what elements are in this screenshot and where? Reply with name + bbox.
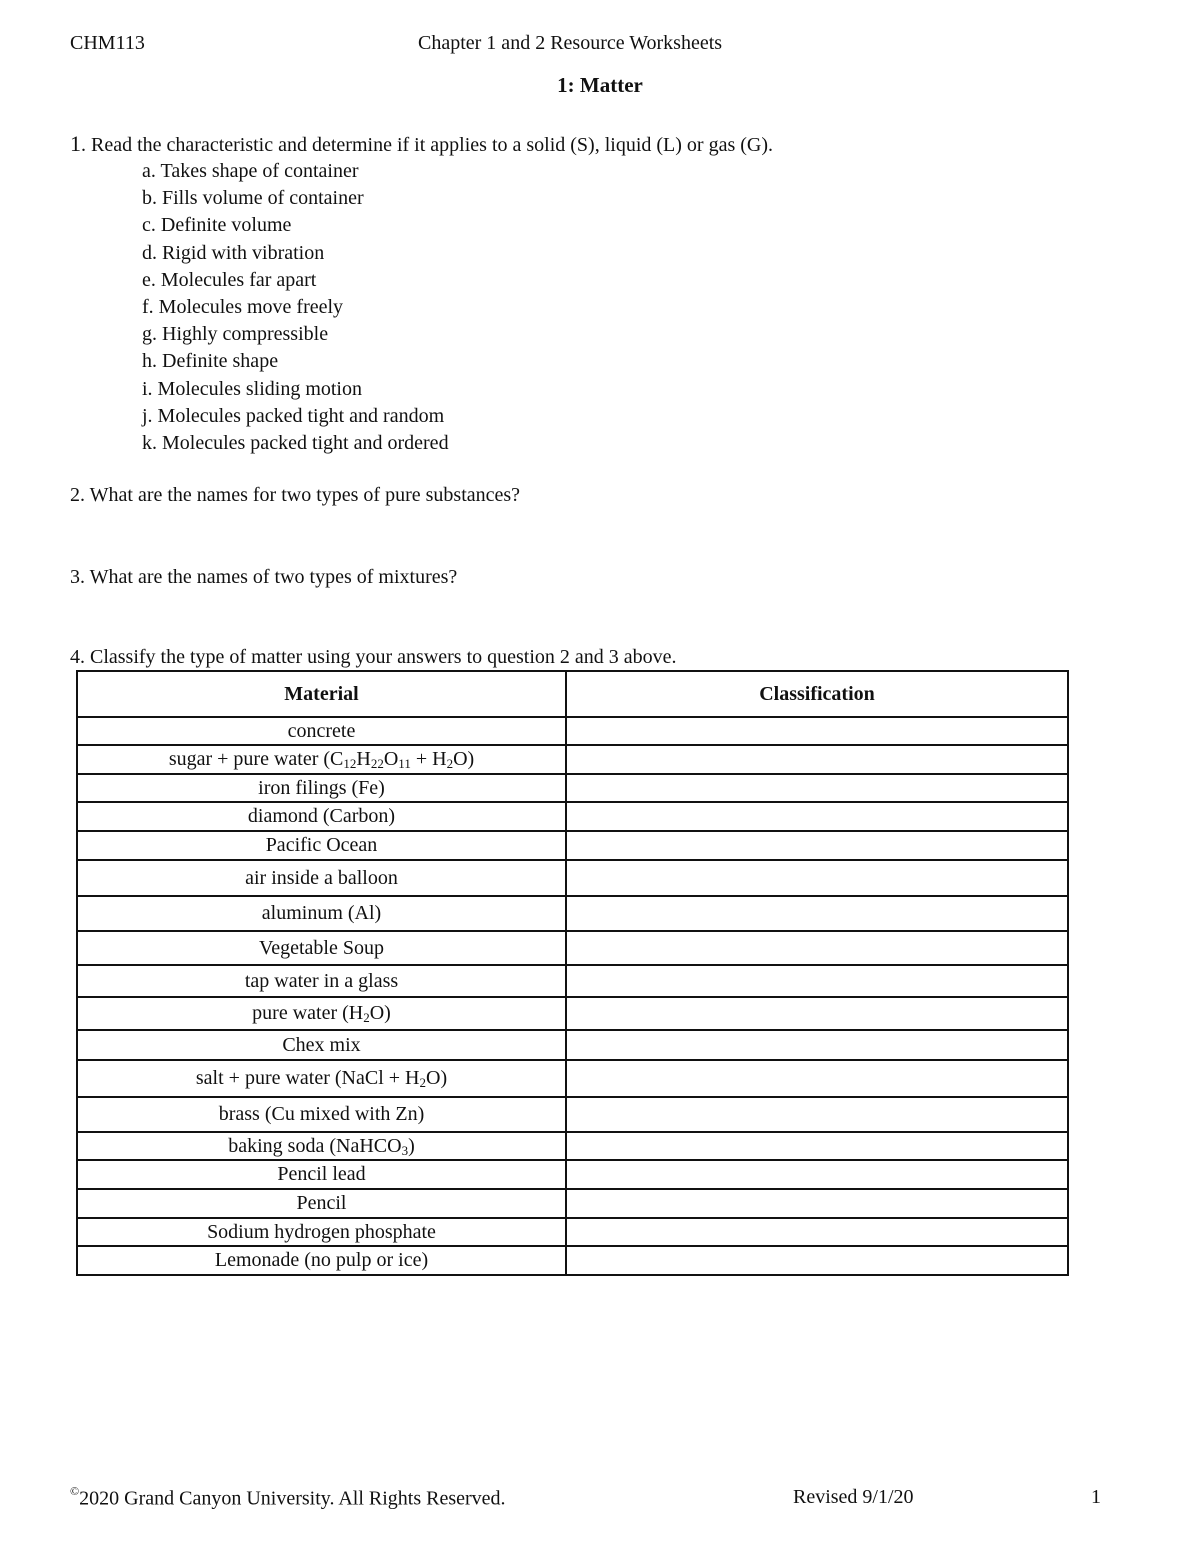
column-header-classification: Classification <box>566 671 1068 717</box>
classification-cell[interactable] <box>566 1218 1068 1246</box>
classification-cell[interactable] <box>566 860 1068 896</box>
classification-cell[interactable] <box>566 1246 1068 1275</box>
copyright-notice <box>70 1486 506 1511</box>
question-1-number: 1 <box>70 131 81 156</box>
material-cell <box>77 1160 566 1189</box>
table-row <box>77 1246 1068 1275</box>
document-title: Chapter 1 and 2 Resource Worksheets <box>418 32 723 54</box>
subscript: 11 <box>398 756 411 771</box>
classification-cell[interactable] <box>566 997 1068 1030</box>
material-text: Vegetable Soup <box>259 936 384 959</box>
material-text: iron filings (Fe) <box>258 776 385 799</box>
material-text: concrete <box>287 719 356 742</box>
material-cell <box>77 717 566 745</box>
classification-cell[interactable] <box>566 831 1068 860</box>
classification-cell[interactable] <box>566 965 1068 997</box>
characteristic-item: k. Molecules packed tight and ordered <box>142 432 449 455</box>
table-row <box>77 1160 1068 1189</box>
table-row <box>77 931 1068 965</box>
table-row <box>77 802 1068 831</box>
table-row <box>77 1218 1068 1246</box>
characteristic-item: f. Molecules move freely <box>142 296 344 319</box>
subscript: 2 <box>419 1075 426 1090</box>
page-number: 1 <box>1091 1486 1101 1508</box>
revised-date: Revised 9/1/20 <box>793 1486 914 1508</box>
material-text: diamond (Carbon) <box>247 805 396 827</box>
course-code: CHM113 <box>70 32 145 54</box>
table-row <box>77 997 1068 1030</box>
material-cell <box>77 745 566 774</box>
material-text: Pencil lead <box>277 1163 366 1185</box>
classification-cell[interactable] <box>566 1160 1068 1189</box>
material-cell <box>77 802 566 831</box>
material-text: baking soda (NaHCO <box>228 1134 402 1157</box>
material-text: O) <box>426 1067 448 1089</box>
subscript: 2 <box>446 756 454 771</box>
material-text: O) <box>369 1002 391 1024</box>
material-text: Chex mix <box>282 1033 361 1056</box>
classification-table <box>76 670 1069 1276</box>
material-text: ) <box>408 1134 415 1157</box>
material-text: Sodium hydrogen phosphate <box>207 1220 436 1243</box>
table-row <box>77 965 1068 997</box>
classification-cell[interactable] <box>566 1060 1068 1097</box>
material-text: pure water (H <box>252 1002 364 1024</box>
classification-cell[interactable] <box>566 896 1068 931</box>
material-text: O) <box>453 748 475 770</box>
material-text: salt + pure water (NaCl + H <box>195 1067 420 1089</box>
characteristic-item: d. Rigid with vibration <box>142 241 325 264</box>
table-row <box>77 1097 1068 1132</box>
material-cell <box>77 1132 566 1160</box>
question-3: 3. What are the names of two types of mixtures? <box>70 566 458 588</box>
material-text: Pacific Ocean <box>265 834 378 856</box>
question-1 <box>70 131 773 157</box>
table-row <box>77 717 1068 745</box>
material-cell <box>77 1030 566 1060</box>
characteristic-item: e. Molecules far apart <box>142 268 317 291</box>
material-text: sugar + pure water (C <box>168 748 344 770</box>
classification-cell[interactable] <box>566 717 1068 745</box>
table-row <box>77 831 1068 860</box>
table-row <box>77 1132 1068 1160</box>
characteristic-item: g. Highly compressible <box>142 323 329 346</box>
material-cell <box>77 1246 566 1275</box>
classification-cell[interactable] <box>566 802 1068 831</box>
material-cell <box>77 931 566 965</box>
material-text: H <box>356 748 371 770</box>
characteristic-item: h. Definite shape <box>142 350 279 373</box>
characteristics-list <box>142 158 449 457</box>
column-header-material: Material <box>77 671 566 717</box>
material-cell <box>77 860 566 896</box>
classification-cell[interactable] <box>566 1189 1068 1218</box>
material-cell <box>77 774 566 802</box>
classification-cell[interactable] <box>566 931 1068 965</box>
table-row <box>77 745 1068 774</box>
material-text: brass (Cu mixed with Zn) <box>218 1103 425 1125</box>
subscript: 3 <box>401 1142 409 1158</box>
question-1-text: . Read the characteristic and determine if it applies to a solid (S), liquid (L) or gas (G). <box>81 134 774 156</box>
table-row <box>77 1060 1068 1097</box>
material-text: aluminum (Al) <box>261 902 382 924</box>
copyright-text: 2020 Grand Canyon University. All Rights Reserved. <box>79 1487 506 1510</box>
characteristic-item: c. Definite volume <box>142 214 292 237</box>
section-title: 1: Matter <box>557 73 643 97</box>
classification-cell[interactable] <box>566 1030 1068 1060</box>
material-cell <box>77 1189 566 1218</box>
question-4: 4. Classify the type of matter using your answers to question 2 and 3 above. <box>70 646 677 668</box>
copyright-symbol: © <box>70 1484 80 1498</box>
table-row <box>77 774 1068 802</box>
subscript: 22 <box>370 756 384 771</box>
table-row <box>77 1189 1068 1218</box>
material-text: Lemonade (no pulp or ice) <box>214 1249 429 1271</box>
material-text: tap water in a glass <box>244 969 399 992</box>
material-text: + H <box>410 748 447 770</box>
question-2: 2. What are the names for two types of pure substances? <box>70 484 521 506</box>
classification-cell[interactable] <box>566 745 1068 774</box>
material-cell <box>77 831 566 860</box>
material-text: air inside a balloon <box>245 866 398 889</box>
material-cell <box>77 965 566 997</box>
table-row <box>77 860 1068 896</box>
classification-cell[interactable] <box>566 1132 1068 1160</box>
subscript: 12 <box>343 756 357 771</box>
material-cell <box>77 1060 566 1097</box>
material-text: Pencil <box>296 1192 347 1214</box>
table-row <box>77 896 1068 931</box>
material-text: O <box>383 748 399 770</box>
subscript: 2 <box>363 1010 370 1025</box>
material-cell <box>77 1218 566 1246</box>
material-cell <box>77 997 566 1030</box>
material-cell <box>77 896 566 931</box>
characteristic-item: b. Fills volume of container <box>142 187 364 210</box>
classification-cell[interactable] <box>566 1097 1068 1132</box>
material-cell <box>77 1097 566 1132</box>
table-header-row <box>77 671 1068 717</box>
table-row <box>77 1030 1068 1060</box>
characteristic-item: i. Molecules sliding motion <box>142 377 362 400</box>
characteristic-item: j. Molecules packed tight and random <box>142 404 445 427</box>
characteristic-item: a. Takes shape of container <box>142 160 359 182</box>
classification-cell[interactable] <box>566 774 1068 802</box>
